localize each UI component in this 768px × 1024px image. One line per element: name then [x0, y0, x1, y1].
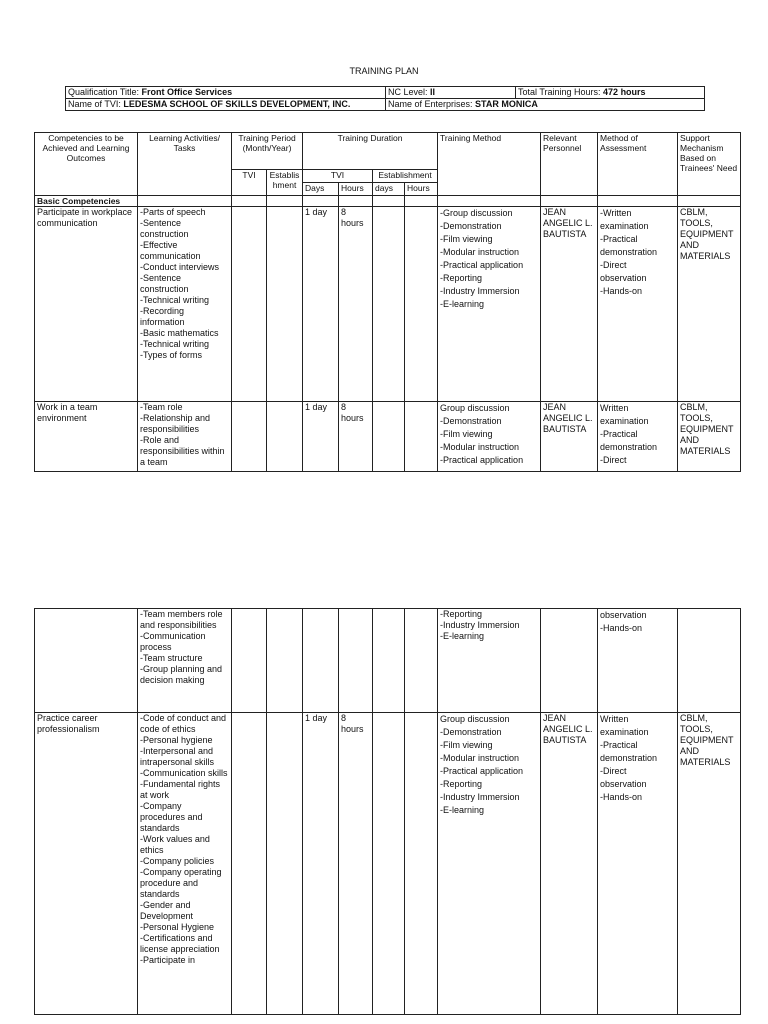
header-est-days: days: [373, 183, 405, 196]
header-est-hours: Hours: [405, 183, 438, 196]
activities-cell: -Code of conduct and code of ethics -Personal hygiene -Interpersonal and intrapersonal skills -Communication skills -Fundamental rights at work -Company procedures and standards -Work values and ethics -Company policies -Company operating procedure and standards -Gender and Development -Personal Hygiene -Certifications and license appreciation -Participate in: [138, 713, 232, 1015]
hours-cell: 8 hours: [339, 713, 373, 1015]
support-cell: CBLM, TOOLS, EQUIPMENT AND MATERIALS: [678, 713, 741, 1015]
assessment-cell: observation -Hands-on: [598, 609, 678, 713]
hours-cell: 8 hours: [339, 207, 373, 402]
training-plan-table: [34, 132, 741, 472]
header-training-duration: Training Duration: [303, 133, 438, 170]
personnel-cell: JEAN ANGELIC L. BAUTISTA: [541, 713, 598, 1015]
total-training-hours: Total Training Hours: 472 hours: [516, 87, 705, 99]
hours-cell: 8 hours: [339, 402, 373, 472]
assessment-cell: Written examination -Practical demonstration -Direct observation -Hands-on: [598, 713, 678, 1015]
header-training-period: Training Period (Month/Year): [232, 133, 303, 170]
enterprise-name: Name of Enterprises: STAR MONICA: [386, 99, 705, 111]
header-period-tvi: TVI: [232, 170, 267, 196]
days-cell: 1 day: [303, 402, 339, 472]
info-table: [65, 86, 705, 111]
activities-cell: -Team members role and responsibilities -Communication process -Team structure -Group planning and decision making: [138, 609, 232, 713]
header-duration-tvi: TVI: [303, 170, 373, 183]
method-cell: -Group discussion -Demonstration -Film viewing -Modular instruction -Practical application -Reporting -Industry Immersion -E-learning: [438, 207, 541, 402]
header-method-assessment: Method of Assessment: [598, 133, 678, 196]
support-cell: CBLM, TOOLS, EQUIPMENT AND MATERIALS: [678, 207, 741, 402]
table-row: [35, 402, 741, 472]
assessment-cell: -Written examination -Practical demonstration -Direct observation -Hands-on: [598, 207, 678, 402]
activities-cell: -Team role -Relationship and responsibilities -Role and responsibilities within a team: [138, 402, 232, 472]
activities-cell: -Parts of speech -Sentence construction -Effective communication -Conduct interviews -Sentence construction -Technical writing -Recording information -Basic mathematics -Technical writing -Types of forms: [138, 207, 232, 402]
method-cell: -Reporting -Industry Immersion -E-learning: [438, 609, 541, 713]
competency-cell: Participate in workplace communication: [35, 207, 138, 402]
method-cell: Group discussion -Demonstration -Film viewing -Modular instruction -Practical application -Reporting -Industry Immersion -E-learning: [438, 713, 541, 1015]
personnel-cell: JEAN ANGELIC L. BAUTISTA: [541, 402, 598, 472]
header-support-mechanism: Support Mechanism Based on Trainees' Need: [678, 133, 741, 196]
assessment-cell: Written examination -Practical demonstration -Direct: [598, 402, 678, 472]
days-cell: 1 day: [303, 207, 339, 402]
method-cell: Group discussion -Demonstration -Film viewing -Modular instruction -Practical application: [438, 402, 541, 472]
header-competencies: Competencies to be Achieved and Learning Outcomes: [35, 133, 138, 196]
header-relevant-personnel: Relevant Personnel: [541, 133, 598, 196]
header-days: Days: [303, 183, 339, 196]
training-plan-table-continued: [34, 608, 741, 1015]
header-activities: Learning Activities/ Tasks: [138, 133, 232, 196]
section-basic-competencies: Basic Competencies: [35, 196, 138, 207]
personnel-cell: JEAN ANGELIC L. BAUTISTA: [541, 207, 598, 402]
support-cell: CBLM, TOOLS, EQUIPMENT AND MATERIALS: [678, 402, 741, 472]
header-hours: Hours: [339, 183, 373, 196]
competency-cell: Work in a team environment: [35, 402, 138, 472]
table-row: [35, 207, 741, 402]
tvi-name: Name of TVI: LEDESMA SCHOOL OF SKILLS DEVELOPMENT, INC.: [66, 99, 386, 111]
table-row: [35, 609, 741, 713]
header-period-establishment: Establis hment: [267, 170, 303, 196]
table-row: [35, 713, 741, 1015]
header-duration-establishment: Establishment: [373, 170, 438, 183]
header-training-method: Training Method: [438, 133, 541, 196]
qualification-title: Qualification Title: Front Office Services: [66, 87, 386, 99]
document-title: TRAINING PLAN: [349, 66, 419, 76]
days-cell: 1 day: [303, 713, 339, 1015]
nc-level: NC Level: II: [386, 87, 516, 99]
competency-cell: Practice career professionalism: [35, 713, 138, 1015]
